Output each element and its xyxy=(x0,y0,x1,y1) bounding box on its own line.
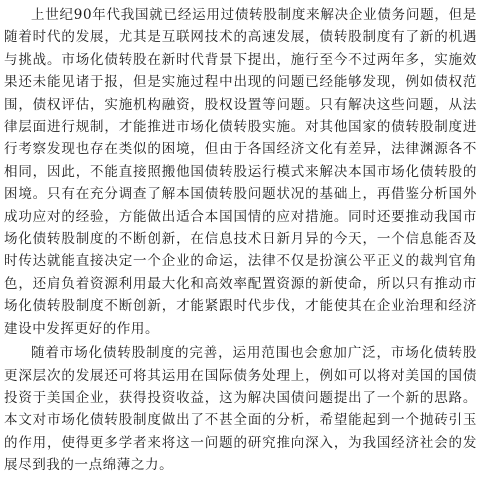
paragraph-1: 上世纪90年代我国就已经运用过债转股制度来解决企业债务问题，但是随着时代的发展，尤其是互联网技术的高速发展，债转股制度有了新的机遇与挑战。市场化债转股在新时代背景下提出，施行至今不过两年多，实施效果还未能见诸于报，但是实施过程中出现的问题已经能够发现，例如债权范围，债权评估，实施机构融资，股权设置等问题。只有解决这些问题，从法律层面进行规制，才能推进市场化债转股实施。对其他国家的债转股制度进行考察发现也存在类似的困境，但由于各国经济文化有差异，法律渊源各不相同，因此，不能直接照搬他国债转股运行模式来解决本国市场化债转股的困境。只有在充分调查了解本国债转股问题状况的基础上，再借鉴分析国外成功应对的经验，方能做出适合本国国情的应对措施。同时还要推动我国市场化债转股制度的不断创新，在信息技术日新月异的今天，一个信息能否及时传达就能直接决定一个企业的命运，法律不仅是扮演公平正义的裁判官角色，还肩负着资源利用最大化和高效率配置资源的新使命，所以只有推动市场化债转股制度不断创新，才能紧跟时代步伐，才能使其在企业治理和经济建设中发挥更好的作用。 xyxy=(4,7,477,337)
paragraph-2: 随着市场化债转股制度的完善，运用范围也会愈加广泛，市场化债转股更深层次的发展还可将其运用在国际债务处理上，例如可以将对美国的国债投资于美国企业，获得投资收益，这为解决国债问题提出了一个新的思路。本文对市场化债转股制度做出了不甚全面的分析，希望能起到一个抛砖引玉的作用，使得更多学者来将这一问题的研究推向深入，为我国经济社会的发展尽到我的一点绵薄之力。 xyxy=(4,345,477,474)
